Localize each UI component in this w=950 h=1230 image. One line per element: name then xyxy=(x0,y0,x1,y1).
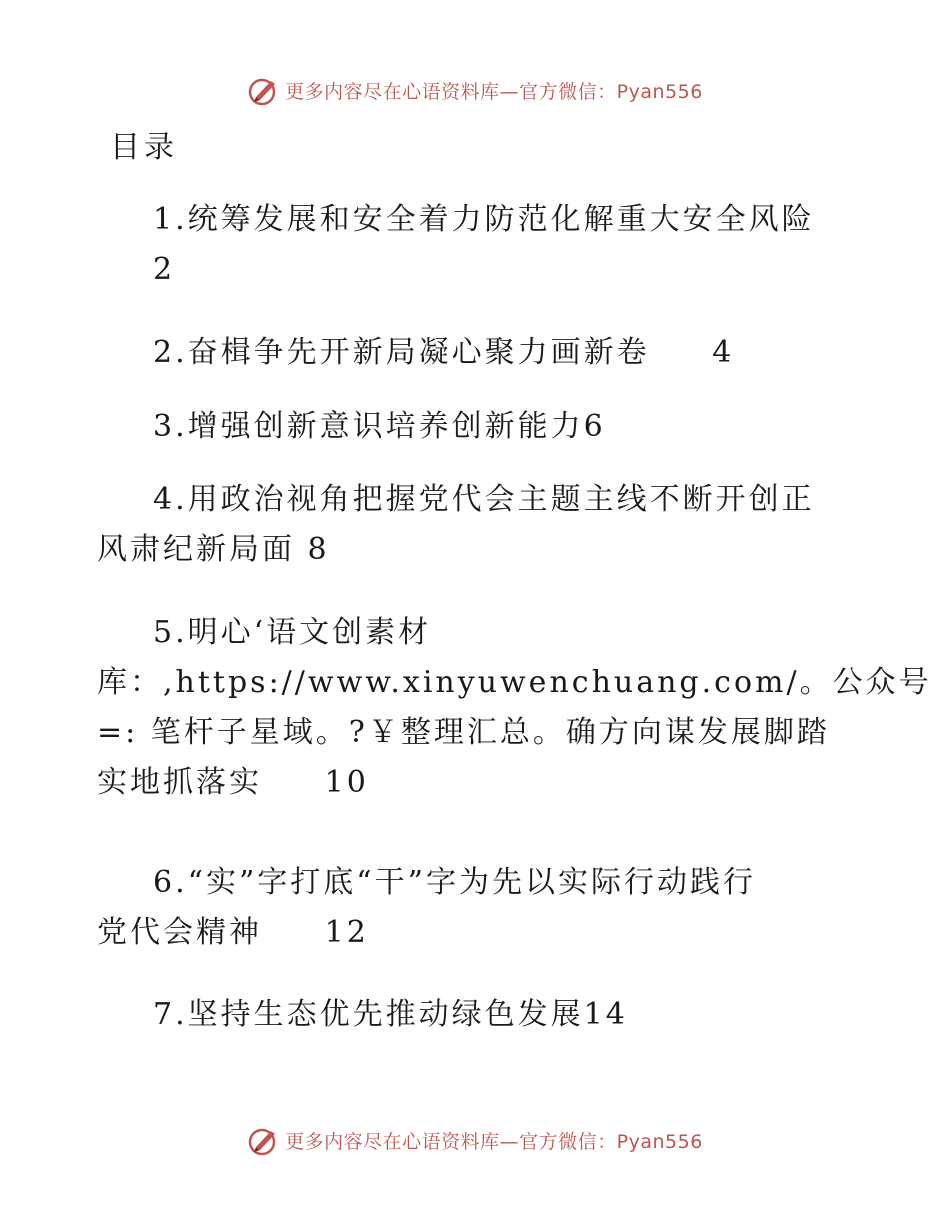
toc-entry-line: 实地抓落实 10 xyxy=(97,765,369,800)
toc-entry-line: 7.坚持生态优先推动绿色发展14 xyxy=(153,997,628,1032)
toc-entry-line: 风肃纪新局面 8 xyxy=(97,532,330,567)
pen-logo-icon xyxy=(247,1123,281,1157)
footer-banner xyxy=(0,1120,950,1160)
toc-title: 目录 xyxy=(110,130,178,165)
header-banner xyxy=(0,70,950,110)
toc-entry xyxy=(97,858,857,958)
toc-entry-line: 5.明心‘语文创素材 xyxy=(153,615,432,650)
banner-text: 更多内容尽在心语资料库—官方微信：Pyan556 xyxy=(285,1130,703,1153)
toc-entry xyxy=(97,402,857,452)
toc-entry xyxy=(97,328,857,378)
pen-logo-icon xyxy=(247,73,281,107)
toc-entry-line: 3.增强创新意识培养创新能力6 xyxy=(153,409,606,444)
toc-entry-line: 6.“实”字打底“干”字为先以实际行动践行 xyxy=(153,865,756,900)
toc-entry-line: 党代会精神 12 xyxy=(97,915,369,950)
toc-entry-line: 1.统筹发展和安全着力防范化解重大安全风险 xyxy=(153,202,815,237)
toc-entry-line: 2.奋楫争先开新局凝心聚力画新卷 4 xyxy=(153,335,735,370)
banner-text: 更多内容尽在心语资料库—官方微信：Pyan556 xyxy=(285,80,703,103)
toc-entry xyxy=(97,608,932,808)
toc-entry xyxy=(97,990,857,1040)
toc-entry-line: 2 xyxy=(153,252,176,287)
toc-entry-line: 4.用政治视角把握党代会主题主线不断开创正 xyxy=(153,482,815,517)
toc-entry-line: =: 笔杆子星域。?￥整理汇总。确方向谋发展脚踏 xyxy=(97,715,830,750)
toc-entry xyxy=(97,195,857,295)
toc-entry xyxy=(97,475,857,575)
toc-entry-line: 库：,https://www.xinyuwenchuang.com/。公众号 xyxy=(97,665,932,700)
